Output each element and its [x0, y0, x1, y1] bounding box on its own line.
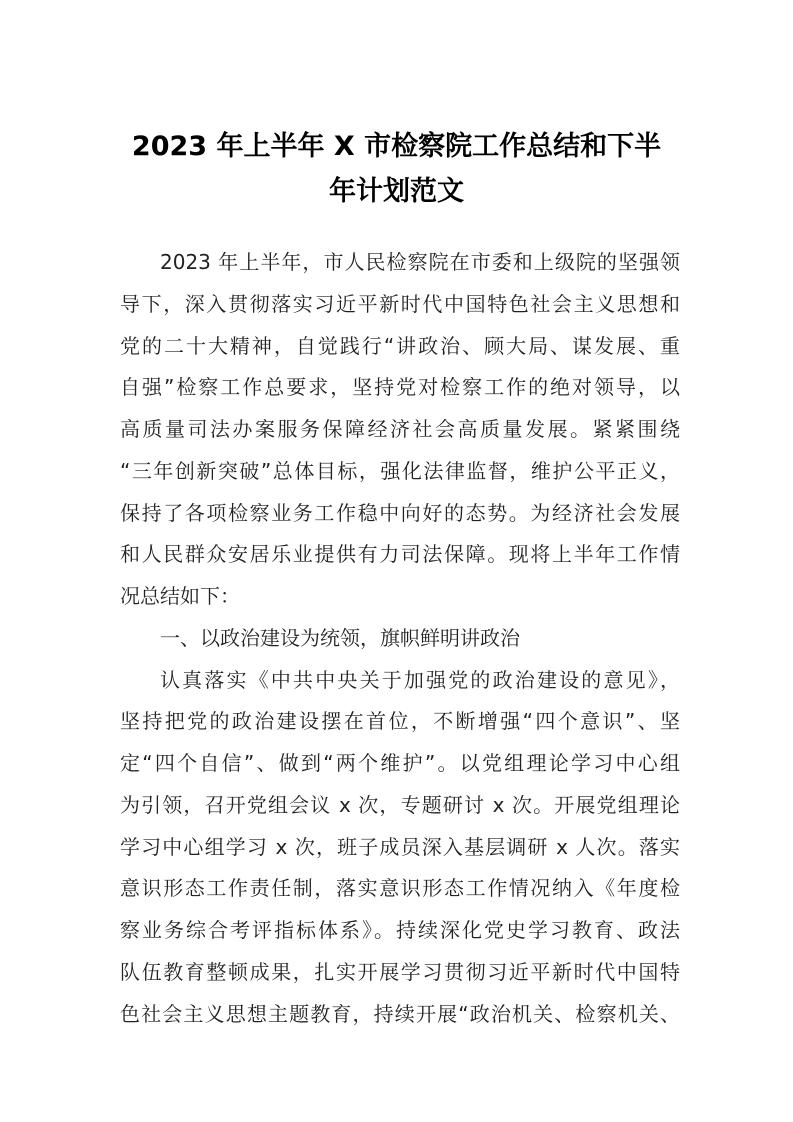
paragraph-intro	[120, 242, 680, 618]
text-line: 况总结如下：	[120, 584, 240, 608]
text-line: 队伍教育整顿成果，扎实开展学习贯彻习近平新时代中国特	[120, 959, 680, 984]
text-line: 色社会主义思想主题教育，持续开展“政治机关、检察机关、	[120, 1001, 680, 1026]
text-line: 察业务综合考评指标体系》。持续深化党史学习教育、政法	[120, 918, 680, 942]
text-line: 为引领，召开党组会议 x 次，专题研讨 x 次。开展党组理论	[120, 792, 680, 817]
text-line: 党的二十大精神，自觉践行“讲政治、顾大局、谋发展、重	[120, 333, 680, 358]
text-line: 和人民群众安居乐业提供有力司法保障。现将上半年工作情	[120, 542, 680, 567]
text-line: 学习中心组学习 x 次，班子成员深入基层调研 x 人次。落实	[120, 834, 680, 859]
text-line: 保持了各项检察业务工作稳中向好的态势。为经济社会发展	[120, 500, 680, 525]
document-title-line-2: 年计划范文	[329, 176, 464, 207]
paragraph-political-building	[120, 660, 680, 1036]
text-line: 自强”检察工作总要求，坚持党对检察工作的绝对领导，以	[120, 375, 680, 400]
text-line: 意识形态工作责任制，落实意识形态工作情况纳入《年度检	[120, 876, 680, 901]
document-body	[120, 242, 680, 1035]
text-line: 高质量司法办案服务保障经济社会高质量发展。紧紧围绕	[120, 417, 680, 441]
document-title-line-1: 2023 年上半年 X 市检察院工作总结和下半	[131, 131, 662, 162]
text-line: 定“四个自信”、做到“两个维护”。以党组理论学习中心组	[120, 751, 680, 775]
text-line: 坚持把党的政治建设摆在首位，不断增强“四个意识”、坚	[120, 709, 680, 734]
text-line: 导下，深入贯彻落实习近平新时代中国特色社会主义思想和	[120, 291, 680, 316]
text-line: 2023 年上半年，市人民检察院在市委和上级院的坚强领	[160, 250, 680, 274]
text-line: 认真落实《中共中央关于加强党的政治建设的意见》，	[160, 667, 680, 692]
section-heading: 一、以政治建设为统领，旗帜鲜明讲政治	[160, 625, 520, 650]
text-line: “三年创新突破”总体目标，强化法律监督，维护公平正义，	[120, 458, 680, 483]
